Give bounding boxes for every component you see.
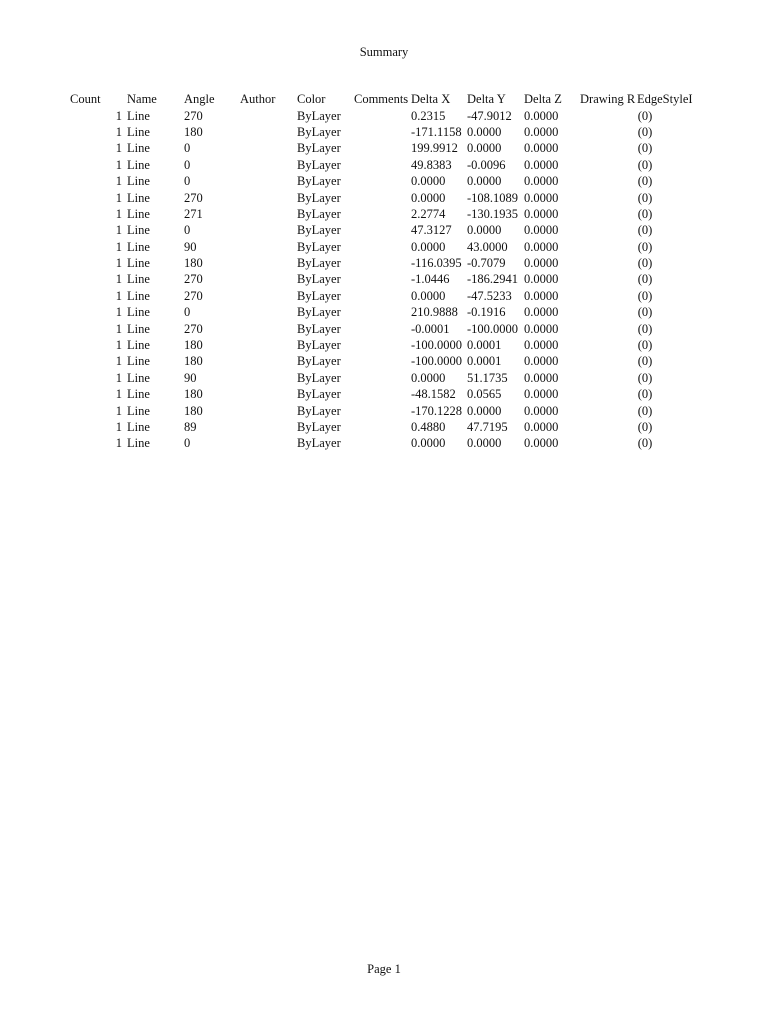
cell-count: 1	[115, 157, 122, 172]
cell-name: Line	[127, 403, 150, 418]
cell-delta-x: -100.0000	[411, 354, 463, 369]
cell-angle: 180	[184, 354, 203, 369]
cell-delta-z: 0.0000	[524, 174, 559, 189]
cell-color: ByLayer	[297, 256, 341, 271]
cell-edge-style: (0)	[637, 403, 653, 418]
table-row	[0, 386, 768, 402]
cell-delta-y: 0.0001	[467, 338, 502, 353]
cell-angle: 0	[184, 174, 191, 189]
cell-edge-style: (0)	[637, 223, 653, 238]
cell-angle: 89	[184, 420, 197, 434]
cell-delta-x: -171.1158	[411, 124, 462, 139]
cell-count: 1	[115, 256, 122, 271]
cell-count: 1	[115, 305, 122, 320]
column-header-edge-style: EdgeStyleI	[637, 92, 693, 106]
cell-edge-style: (0)	[637, 206, 653, 221]
cell-count: 1	[115, 387, 122, 402]
cell-angle: 270	[184, 321, 203, 336]
cell-delta-z: 0.0000	[524, 354, 559, 369]
cell-count: 1	[115, 190, 122, 205]
cell-delta-x: -1.0446	[411, 272, 450, 287]
cell-delta-x: 0.4880	[411, 420, 446, 434]
cell-edge-style: (0)	[637, 387, 653, 402]
cell-delta-y: -100.0000	[467, 321, 519, 336]
table-row	[0, 108, 768, 124]
cell-delta-z: 0.0000	[524, 108, 559, 123]
cell-edge-style: (0)	[637, 436, 653, 451]
table-row	[0, 419, 768, 435]
cell-delta-y: 0.0000	[467, 403, 502, 418]
cell-name: Line	[127, 420, 150, 434]
column-header-angle: Angle	[184, 92, 215, 106]
cell-delta-z: 0.0000	[524, 141, 559, 156]
cell-delta-x: 0.0000	[411, 436, 446, 451]
table-row	[0, 157, 768, 173]
cell-delta-y: 0.0000	[467, 174, 502, 189]
cell-name: Line	[127, 108, 150, 123]
column-header-delta-z: Delta Z	[524, 92, 562, 106]
table-row	[0, 337, 768, 353]
table-row	[0, 255, 768, 271]
cell-delta-y: -186.2941	[467, 272, 519, 287]
cell-delta-x: -116.0395	[411, 256, 462, 271]
cell-delta-z: 0.0000	[524, 256, 559, 271]
column-header-author: Author	[240, 92, 276, 106]
cell-delta-z: 0.0000	[524, 190, 559, 205]
cell-delta-y: -130.1935	[467, 206, 519, 221]
cell-count: 1	[115, 288, 122, 303]
cell-delta-y: -108.1089	[467, 190, 519, 205]
cell-edge-style: (0)	[637, 370, 653, 385]
cell-angle: 180	[184, 387, 203, 402]
cell-delta-y: 0.0000	[467, 141, 502, 156]
cell-edge-style: (0)	[637, 321, 653, 336]
cell-delta-z: 0.0000	[524, 338, 559, 353]
column-header-delta-y: Delta Y	[467, 92, 506, 106]
cell-color: ByLayer	[297, 239, 341, 254]
cell-delta-x: 0.0000	[411, 288, 446, 303]
table-row	[0, 140, 768, 156]
cell-edge-style: (0)	[637, 338, 653, 353]
cell-name: Line	[127, 190, 150, 205]
cell-color: ByLayer	[297, 387, 341, 402]
cell-name: Line	[127, 305, 150, 320]
cell-count: 1	[115, 354, 122, 369]
cell-color: ByLayer	[297, 108, 341, 123]
cell-color: ByLayer	[297, 436, 341, 451]
cell-delta-z: 0.0000	[524, 124, 559, 139]
cell-angle: 270	[184, 108, 203, 123]
cell-count: 1	[115, 124, 122, 139]
cell-color: ByLayer	[297, 124, 341, 139]
cell-angle: 90	[184, 239, 197, 254]
cell-angle: 270	[184, 272, 203, 287]
cell-count: 1	[115, 174, 122, 189]
cell-name: Line	[127, 288, 150, 303]
cell-delta-z: 0.0000	[524, 370, 559, 385]
cell-delta-x: 0.0000	[411, 370, 446, 385]
cell-angle: 180	[184, 403, 203, 418]
cell-delta-z: 0.0000	[524, 436, 559, 451]
cell-delta-y: 51.1735	[467, 370, 508, 385]
cell-angle: 270	[184, 190, 203, 205]
cell-delta-x: 49.8383	[411, 157, 452, 172]
cell-edge-style: (0)	[637, 305, 653, 320]
cell-delta-y: 0.0000	[467, 223, 502, 238]
cell-delta-y: -47.5233	[467, 288, 512, 303]
cell-delta-z: 0.0000	[524, 420, 559, 434]
cell-count: 1	[115, 370, 122, 385]
cell-delta-y: -47.9012	[467, 108, 512, 123]
cell-edge-style: (0)	[637, 256, 653, 271]
page-footer: Page 1	[367, 962, 401, 976]
column-header-name: Name	[127, 92, 157, 106]
cell-angle: 0	[184, 157, 191, 172]
cell-color: ByLayer	[297, 354, 341, 369]
cell-edge-style: (0)	[637, 157, 653, 172]
cell-delta-x: -0.0001	[411, 321, 450, 336]
table-row	[0, 173, 768, 189]
cell-color: ByLayer	[297, 223, 341, 238]
cell-angle: 0	[184, 305, 191, 320]
cell-color: ByLayer	[297, 272, 341, 287]
table-row	[0, 271, 768, 287]
cell-name: Line	[127, 256, 150, 271]
cell-delta-y: -0.7079	[467, 256, 506, 271]
cell-delta-x: 0.0000	[411, 190, 446, 205]
cell-angle: 180	[184, 256, 203, 271]
table-row	[0, 206, 768, 222]
cell-delta-x: 47.3127	[411, 223, 452, 238]
cell-color: ByLayer	[297, 420, 341, 434]
cell-delta-z: 0.0000	[524, 321, 559, 336]
cell-angle: 0	[184, 223, 191, 238]
cell-color: ByLayer	[297, 206, 341, 221]
cell-delta-x: -48.1582	[411, 387, 456, 402]
table-row	[0, 222, 768, 238]
cell-edge-style: (0)	[637, 174, 653, 189]
cell-delta-y: 0.0565	[467, 387, 502, 402]
cell-delta-x: 210.9888	[411, 305, 458, 320]
cell-name: Line	[127, 338, 150, 353]
cell-delta-y: 43.0000	[467, 239, 508, 254]
cell-count: 1	[115, 436, 122, 451]
cell-count: 1	[115, 420, 122, 434]
cell-count: 1	[115, 141, 122, 156]
cell-count: 1	[115, 338, 122, 353]
cell-edge-style: (0)	[637, 288, 653, 303]
cell-delta-x: -100.0000	[411, 338, 463, 353]
cell-edge-style: (0)	[637, 108, 653, 123]
cell-delta-y: 0.0001	[467, 354, 502, 369]
cell-count: 1	[115, 239, 122, 254]
cell-color: ByLayer	[297, 370, 341, 385]
column-header-delta-x: Delta X	[411, 92, 451, 106]
table-row	[0, 288, 768, 304]
cell-edge-style: (0)	[637, 354, 653, 369]
cell-color: ByLayer	[297, 190, 341, 205]
cell-count: 1	[115, 321, 122, 336]
cell-delta-z: 0.0000	[524, 223, 559, 238]
cell-angle: 180	[184, 338, 203, 353]
cell-edge-style: (0)	[637, 190, 653, 205]
cell-color: ByLayer	[297, 157, 341, 172]
cell-angle: 0	[184, 436, 191, 451]
cell-delta-z: 0.0000	[524, 403, 559, 418]
cell-delta-x: 0.2315	[411, 108, 446, 123]
cell-edge-style: (0)	[637, 420, 653, 434]
summary-table	[0, 91, 768, 452]
cell-color: ByLayer	[297, 403, 341, 418]
cell-color: ByLayer	[297, 288, 341, 303]
table-header-row	[0, 91, 768, 107]
cell-edge-style: (0)	[637, 141, 653, 156]
cell-color: ByLayer	[297, 321, 341, 336]
cell-delta-x: -170.1228	[411, 403, 463, 418]
cell-angle: 270	[184, 288, 203, 303]
cell-delta-z: 0.0000	[524, 157, 559, 172]
table-row	[0, 403, 768, 419]
cell-delta-z: 0.0000	[524, 272, 559, 287]
cell-name: Line	[127, 174, 150, 189]
table-row	[0, 124, 768, 140]
cell-delta-x: 0.0000	[411, 174, 446, 189]
cell-delta-y: 0.0000	[467, 436, 502, 451]
table-row	[0, 190, 768, 206]
column-header-comments: Comments	[354, 92, 409, 106]
cell-name: Line	[127, 141, 150, 156]
table-body	[0, 108, 768, 452]
cell-angle: 90	[184, 370, 197, 385]
cell-delta-z: 0.0000	[524, 206, 559, 221]
table-row	[0, 370, 768, 386]
cell-angle: 0	[184, 141, 191, 156]
cell-name: Line	[127, 272, 150, 287]
cell-name: Line	[127, 321, 150, 336]
cell-delta-z: 0.0000	[524, 288, 559, 303]
page-title: Summary	[359, 45, 409, 59]
cell-name: Line	[127, 223, 150, 238]
cell-color: ByLayer	[297, 305, 341, 320]
cell-delta-z: 0.0000	[524, 239, 559, 254]
cell-angle: 180	[184, 124, 203, 139]
cell-count: 1	[115, 403, 122, 418]
cell-name: Line	[127, 157, 150, 172]
cell-delta-y: -0.0096	[467, 157, 506, 172]
table-row	[0, 239, 768, 255]
cell-edge-style: (0)	[637, 124, 653, 139]
table-row	[0, 304, 768, 320]
cell-delta-y: 47.7195	[467, 420, 508, 434]
cell-color: ByLayer	[297, 141, 341, 156]
cell-name: Line	[127, 354, 150, 369]
cell-delta-x: 199.9912	[411, 141, 458, 156]
cell-color: ByLayer	[297, 338, 341, 353]
cell-delta-y: -0.1916	[467, 305, 506, 320]
cell-delta-x: 0.0000	[411, 239, 446, 254]
cell-count: 1	[115, 108, 122, 123]
column-header-drawing: Drawing R	[580, 92, 636, 106]
cell-edge-style: (0)	[637, 272, 653, 287]
cell-delta-z: 0.0000	[524, 305, 559, 320]
cell-name: Line	[127, 436, 150, 451]
cell-color: ByLayer	[297, 174, 341, 189]
cell-angle: 271	[184, 206, 203, 221]
cell-edge-style: (0)	[637, 239, 653, 254]
cell-delta-z: 0.0000	[524, 387, 559, 402]
cell-name: Line	[127, 370, 150, 385]
column-header-count: Count	[70, 92, 101, 106]
table-row	[0, 321, 768, 337]
cell-count: 1	[115, 272, 122, 287]
table-row	[0, 353, 768, 369]
cell-name: Line	[127, 387, 150, 402]
column-header-color: Color	[297, 92, 326, 106]
cell-name: Line	[127, 124, 150, 139]
cell-count: 1	[115, 206, 122, 221]
cell-count: 1	[115, 223, 122, 238]
cell-delta-y: 0.0000	[467, 124, 502, 139]
cell-name: Line	[127, 239, 150, 254]
cell-name: Line	[127, 206, 150, 221]
cell-delta-x: 2.2774	[411, 206, 446, 221]
table-row	[0, 435, 768, 451]
